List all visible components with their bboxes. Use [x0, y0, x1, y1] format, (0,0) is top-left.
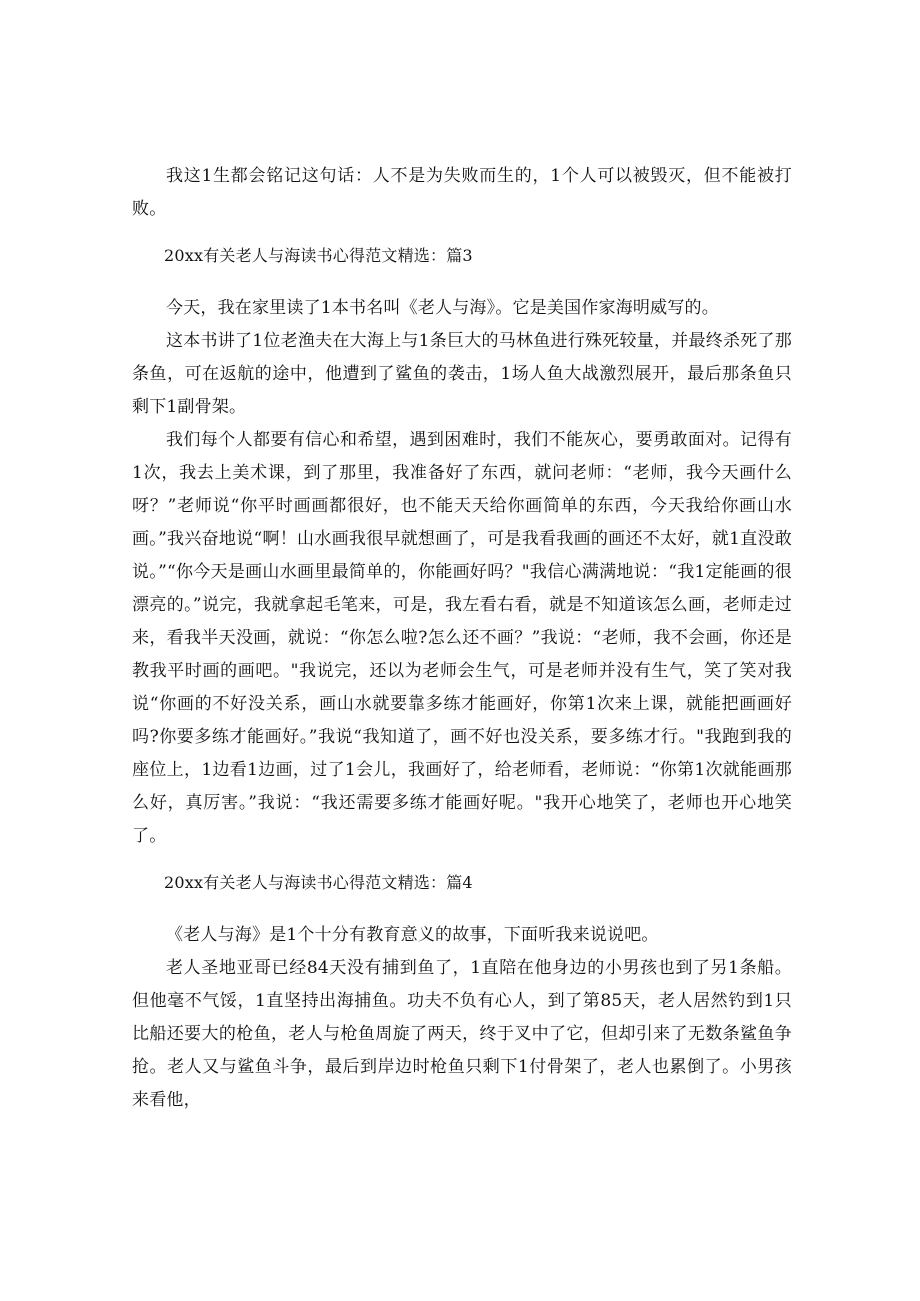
paragraph-intro: 今天，我在家里读了1本书名叫《老人与海》。它是美国作家海明威写的。 — [166, 298, 719, 318]
paragraph-motto: 我这1生都会铭记这句话：人不是为失败而生的，1个人可以被毁灭，但不能被打败。 — [132, 166, 792, 219]
paragraph-art-class: 我们每个人都要有信心和希望，遇到困难时，我们不能灰心，要勇敢面对。记得有1次，我去上美术课，到了那里，我准备好了东西，就问老师：“老师，我今天画什么呀？”老师说“你平时画画都很好，也不能天天给你画简单的东西，今天我给你画山水画。”我兴奋地说“啊！山水画我很早就想画了，可是我看我画的画还不太好，就1直没敢说。”“你今天是画山水画里最简单的，你能画好吗？"我信心满满地说：“我1定能画的很漂亮的。”说完，我就拿起毛笔来，可是，我左看右看，就是不知道该怎么画，老师走过来，看我半天没画，就说：“你怎么啦?怎么还不画？”我说：“老师，我不会画，你还是教我平时画的画吧。"我说完，还以为老师会生气，可是老师并没有生气，笑了笑对我说“你画的不好没关系，画山水就要靠多练才能画好，你第1次来上课，就能把画画好吗?你要多练才能画好。”我说“我知道了，画不好也没关系，要多练才行。"我跑到我的座位上，1边看1边画，过了1会儿，我画好了，给老师看，老师说：“你第1次就能画那么好，真厉害。”我说：“我还需要多练才能画好呢。"我开心地笑了，老师也开心地笑了。 — [132, 430, 792, 846]
paragraph-summary: 这本书讲了1位老渔夫在大海上与1条巨大的马林鱼进行殊死较量，并最终杀死了那条鱼，可在返航的途中，他遭到了鲨鱼的袭击，1场人鱼大战激烈展开，最后那条鱼只剩下1副骨架。 — [132, 331, 792, 417]
paragraph-story: 老人圣地亚哥已经84天没有捕到鱼了，1直陪在他身边的小男孩也到了另1条船。但他毫不气馁，1直坚持出海捕鱼。功夫不负有心人，到了第85天，老人居然钓到1只比船还要大的枪鱼，老人与枪鱼周旋了两天，终于叉中了它，但却引来了无数条鲨鱼争抢。老人又与鲨鱼斗争，最后到岸边时枪鱼只剩下1付骨架了，老人也累倒了。小男孩来看他， — [132, 958, 792, 1110]
document-body — [132, 160, 792, 1117]
section-heading-4: 20xx有关老人与海读书心得范文精选：篇4 — [164, 873, 473, 892]
section-heading-3: 20xx有关老人与海读书心得范文精选：篇3 — [164, 246, 473, 265]
paragraph-intro-4: 《老人与海》是1个十分有教育意义的故事，下面听我来说说吧。 — [166, 925, 659, 945]
